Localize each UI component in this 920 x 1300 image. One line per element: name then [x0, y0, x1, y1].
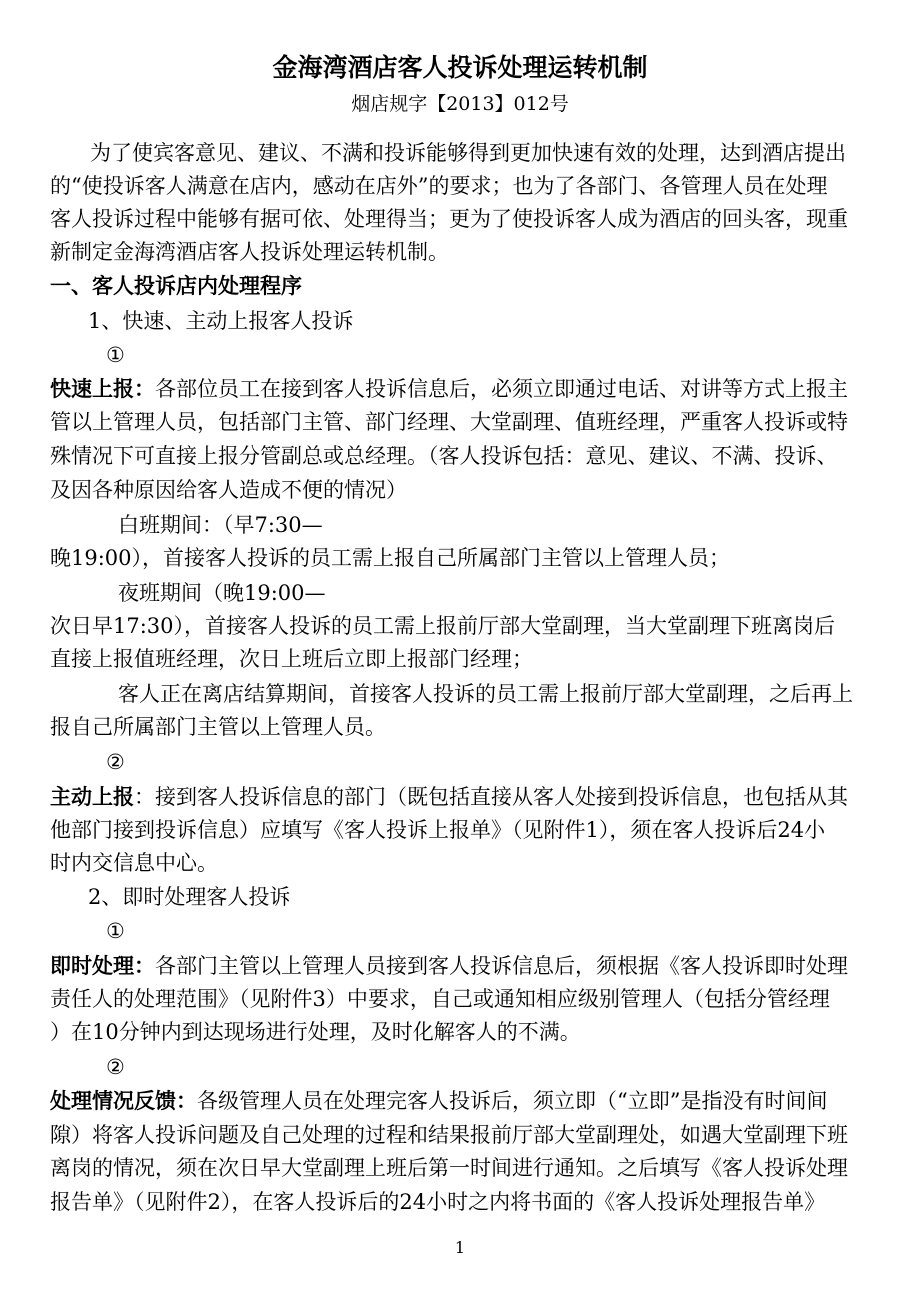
quick-report-line-4: 及因各种原因给客人造成不便的情况）: [50, 478, 407, 502]
instant-handling-line-1: [50, 949, 848, 983]
feedback-line-1: [50, 1084, 827, 1118]
feedback-line-2: 隙）将客人投诉问题及自己处理的过程和结果报前厅部大堂副理处，如遇大堂副理下班: [50, 1123, 848, 1147]
quick-report-line-3: 殊情况下可直接上报分管副总或总经理。（客人投诉包括：意见、建议、不满、投诉、: [50, 444, 838, 468]
page-number: 1: [454, 1238, 466, 1257]
active-report-label: 主动上报: [50, 784, 134, 809]
document-number: 烟店规字【2013】012号: [351, 93, 569, 115]
circle-marker-4: ②: [106, 1055, 125, 1079]
instant-handling-line-3: ）在10分钟内到达现场进行处理，及时化解客人的不满。: [50, 1020, 581, 1044]
circle-marker-1: ①: [106, 343, 125, 367]
feedback-text: 各级管理人员在处理完客人投诉后，须立即（“立即”是指没有时间间: [197, 1089, 828, 1113]
checkout-line-1: 客人正在离店结算期间，首接客人投诉的员工需上报前厅部大堂副理，之后再上: [118, 682, 853, 706]
feedback-label: 处理情况反馈：: [50, 1088, 197, 1113]
item-heading-2: 2、即时处理客人投诉: [88, 885, 291, 909]
section-heading-1: 一、客人投诉店内处理程序: [50, 273, 302, 298]
night-shift-line-2: 次日早17:30），首接客人投诉的员工需上报前厅部大堂副理，当大堂副理下班离岗后: [50, 614, 836, 638]
day-shift-line-2: 晚19:00），首接客人投诉的员工需上报自己所属部门主管以上管理人员；: [50, 546, 731, 570]
intro-line-4: 新制定金海湾酒店客人投诉处理运转机制。: [50, 240, 449, 264]
quick-report-label: 快速上报：: [50, 376, 155, 401]
instant-handling-text: 各部门主管以上管理人员接到客人投诉信息后，须根据《客人投诉即时处理: [155, 954, 848, 978]
checkout-line-2: 报自己所属部门主管以上管理人员。: [50, 715, 386, 739]
quick-report-line-1: [50, 372, 848, 406]
document-title: 金海湾酒店客人投诉处理运转机制: [272, 53, 648, 82]
quick-report-line-2: 管以上管理人员，包括部门主管、部门经理、大堂副理、值班经理，严重客人投诉或特: [50, 410, 848, 434]
active-report-text: ：接到客人投诉信息的部门（既包括直接从客人处接到投诉信息，也包括从其: [134, 785, 848, 809]
feedback-line-3: 离岗的情况，须在次日早大堂副理上班后第一时间进行通知。之后填写《客人投诉处理: [50, 1156, 848, 1180]
active-report-line-2: 他部门接到投诉信息）应填写《客人投诉上报单》（见附件1），须在客人投诉后24小: [50, 818, 826, 842]
quick-report-text: 各部位员工在接到客人投诉信息后，必须立即通过电话、对讲等方式上报主: [155, 377, 848, 401]
item-heading-1: 1、快速、主动上报客人投诉: [88, 309, 354, 333]
active-report-line-3: 时内交信息中心。: [50, 851, 218, 875]
night-shift-line-1: 夜班期间（晚19:00—: [118, 581, 326, 605]
feedback-line-4: 报告单》（见附件2），在客人投诉后的24小时之内将书面的《客人投诉处理报告单》: [50, 1190, 826, 1214]
intro-line-3: 客人投诉过程中能够有据可依、处理得当；更为了使投诉客人成为酒店的回头客，现重: [50, 207, 848, 231]
intro-line-1: 为了使宾客意见、建议、不满和投诉能够得到更加快速有效的处理，达到酒店提出: [90, 141, 846, 165]
day-shift-line-1: 白班期间：（早7:30—: [118, 513, 323, 537]
circle-marker-2: ②: [106, 750, 125, 774]
circle-marker-3: ①: [106, 919, 125, 943]
active-report-line-1: [50, 780, 848, 814]
instant-handling-label: 即时处理：: [50, 953, 155, 978]
night-shift-line-3: 直接上报值班经理，次日上班后立即上报部门经理；: [50, 647, 533, 671]
instant-handling-line-2: 责任人的处理范围》（见附件3）中要求，自己或通知相应级别管理人（包括分管经理: [50, 987, 830, 1011]
intro-line-2: 的“使投诉客人满意在店内，感动在店外”的要求；也为了各部门、各管理人员在处理: [50, 174, 828, 198]
